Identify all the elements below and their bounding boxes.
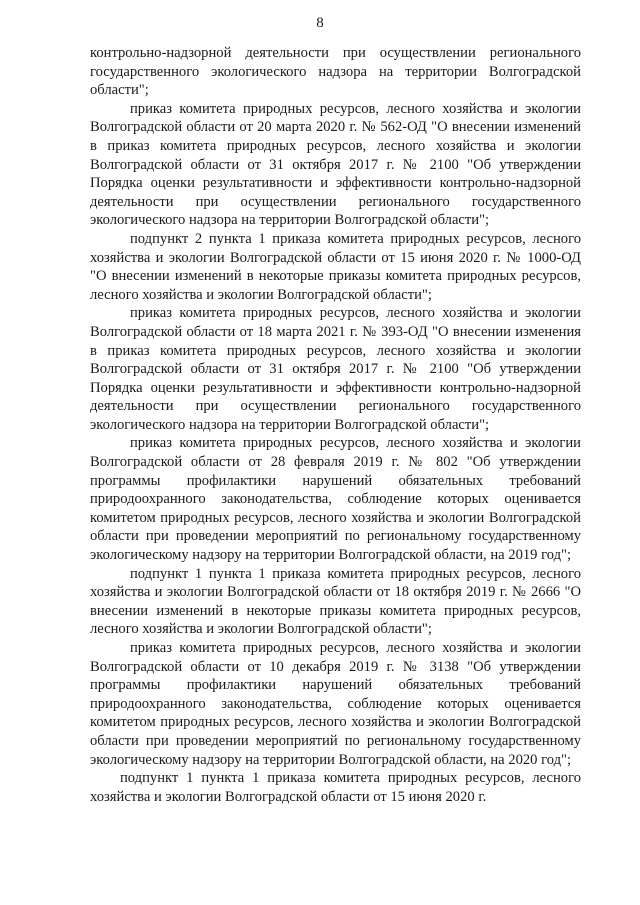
paragraph-1: контрольно-надзорной деятельности при осуществлении регионального государственного экологического надзора на территории Волгоградской области"; bbox=[90, 45, 581, 99]
paragraph-5: приказ комитета природных ресурсов, лесного хозяйства и экологии Волгоградской области от 28 февраля 2019 г. № 802 "Об утверждении программы профилактики нарушений обязательных требований природоохранного законодательства, соблюдение которых оценивается комитетом природных ресурсов, лесного хозяйства и экологии Волгоградской области при проведении мероприятий по региональному государственному экологическому надзору на территории Волгоградской области, на 2019 год"; bbox=[90, 435, 581, 564]
paragraph-6: подпункт 1 пункта 1 приказа комитета природных ресурсов, лесного хозяйства и экологии Волгоградской области от 18 октября 2019 г. № 2666 "О внесении изменений в некоторые приказы комитета природных ресурсов, лесного хозяйства и экологии Волгоградской области"; bbox=[90, 565, 581, 638]
paragraph-8: подпункт 1 пункта 1 приказа комитета природных ресурсов, лесного хозяйства и экологии Волгоградской области от 15 июня 2020 г. bbox=[90, 770, 581, 805]
paragraph-4: приказ комитета природных ресурсов, лесного хозяйства и экологии Волгоградской области от 18 марта 2021 г. № 393-ОД "О внесении изменения в приказ комитета природных ресурсов, лесного хозяйства и экологии Волгоградской области от 31 октября 2017 г. № 2100 "Об утверждении Порядка оценки результативности и эффективности контрольно-надзорной деятельности при осуществлении регионального государственного экологического надзора на территории Волгоградской области"; bbox=[90, 305, 581, 433]
paragraph-2: приказ комитета природных ресурсов, лесного хозяйства и экологии Волгоградской области от 20 марта 2020 г. № 562-ОД "О внесении изменений в приказ комитета природных ресурсов, лесного хозяйства и экологии Волгоградской области от 31 октября 2017 г. № 2100 "Об утверждении Порядка оценки результативности и эффективности контрольно-надзорной деятельности при осуществлении регионального государственного экологического надзора на территории Волгоградской области"; bbox=[90, 100, 581, 229]
document-body bbox=[90, 44, 581, 806]
paragraph-7: приказ комитета природных ресурсов, лесного хозяйства и экологии Волгоградской области от 10 декабря 2019 г. № 3138 "Об утверждении программы профилактики нарушений обязательных требований природоохранного законодательства, соблюдение которых оценивается комитетом природных ресурсов, лесного хозяйства и экологии Волгоградской области при проведении мероприятий по региональному государственному экологическому надзору на территории Волгоградской области, на 2020 год"; bbox=[90, 640, 581, 768]
page-number: 8 bbox=[316, 15, 324, 31]
paragraph-3: подпункт 2 пункта 1 приказа комитета природных ресурсов, лесного хозяйства и экологии Волгоградской области от 15 июня 2020 г. № 1000-ОД "О внесении изменений в некоторые приказы комитета природных ресурсов, лесного хозяйства и экологии Волгоградской области"; bbox=[90, 230, 581, 303]
